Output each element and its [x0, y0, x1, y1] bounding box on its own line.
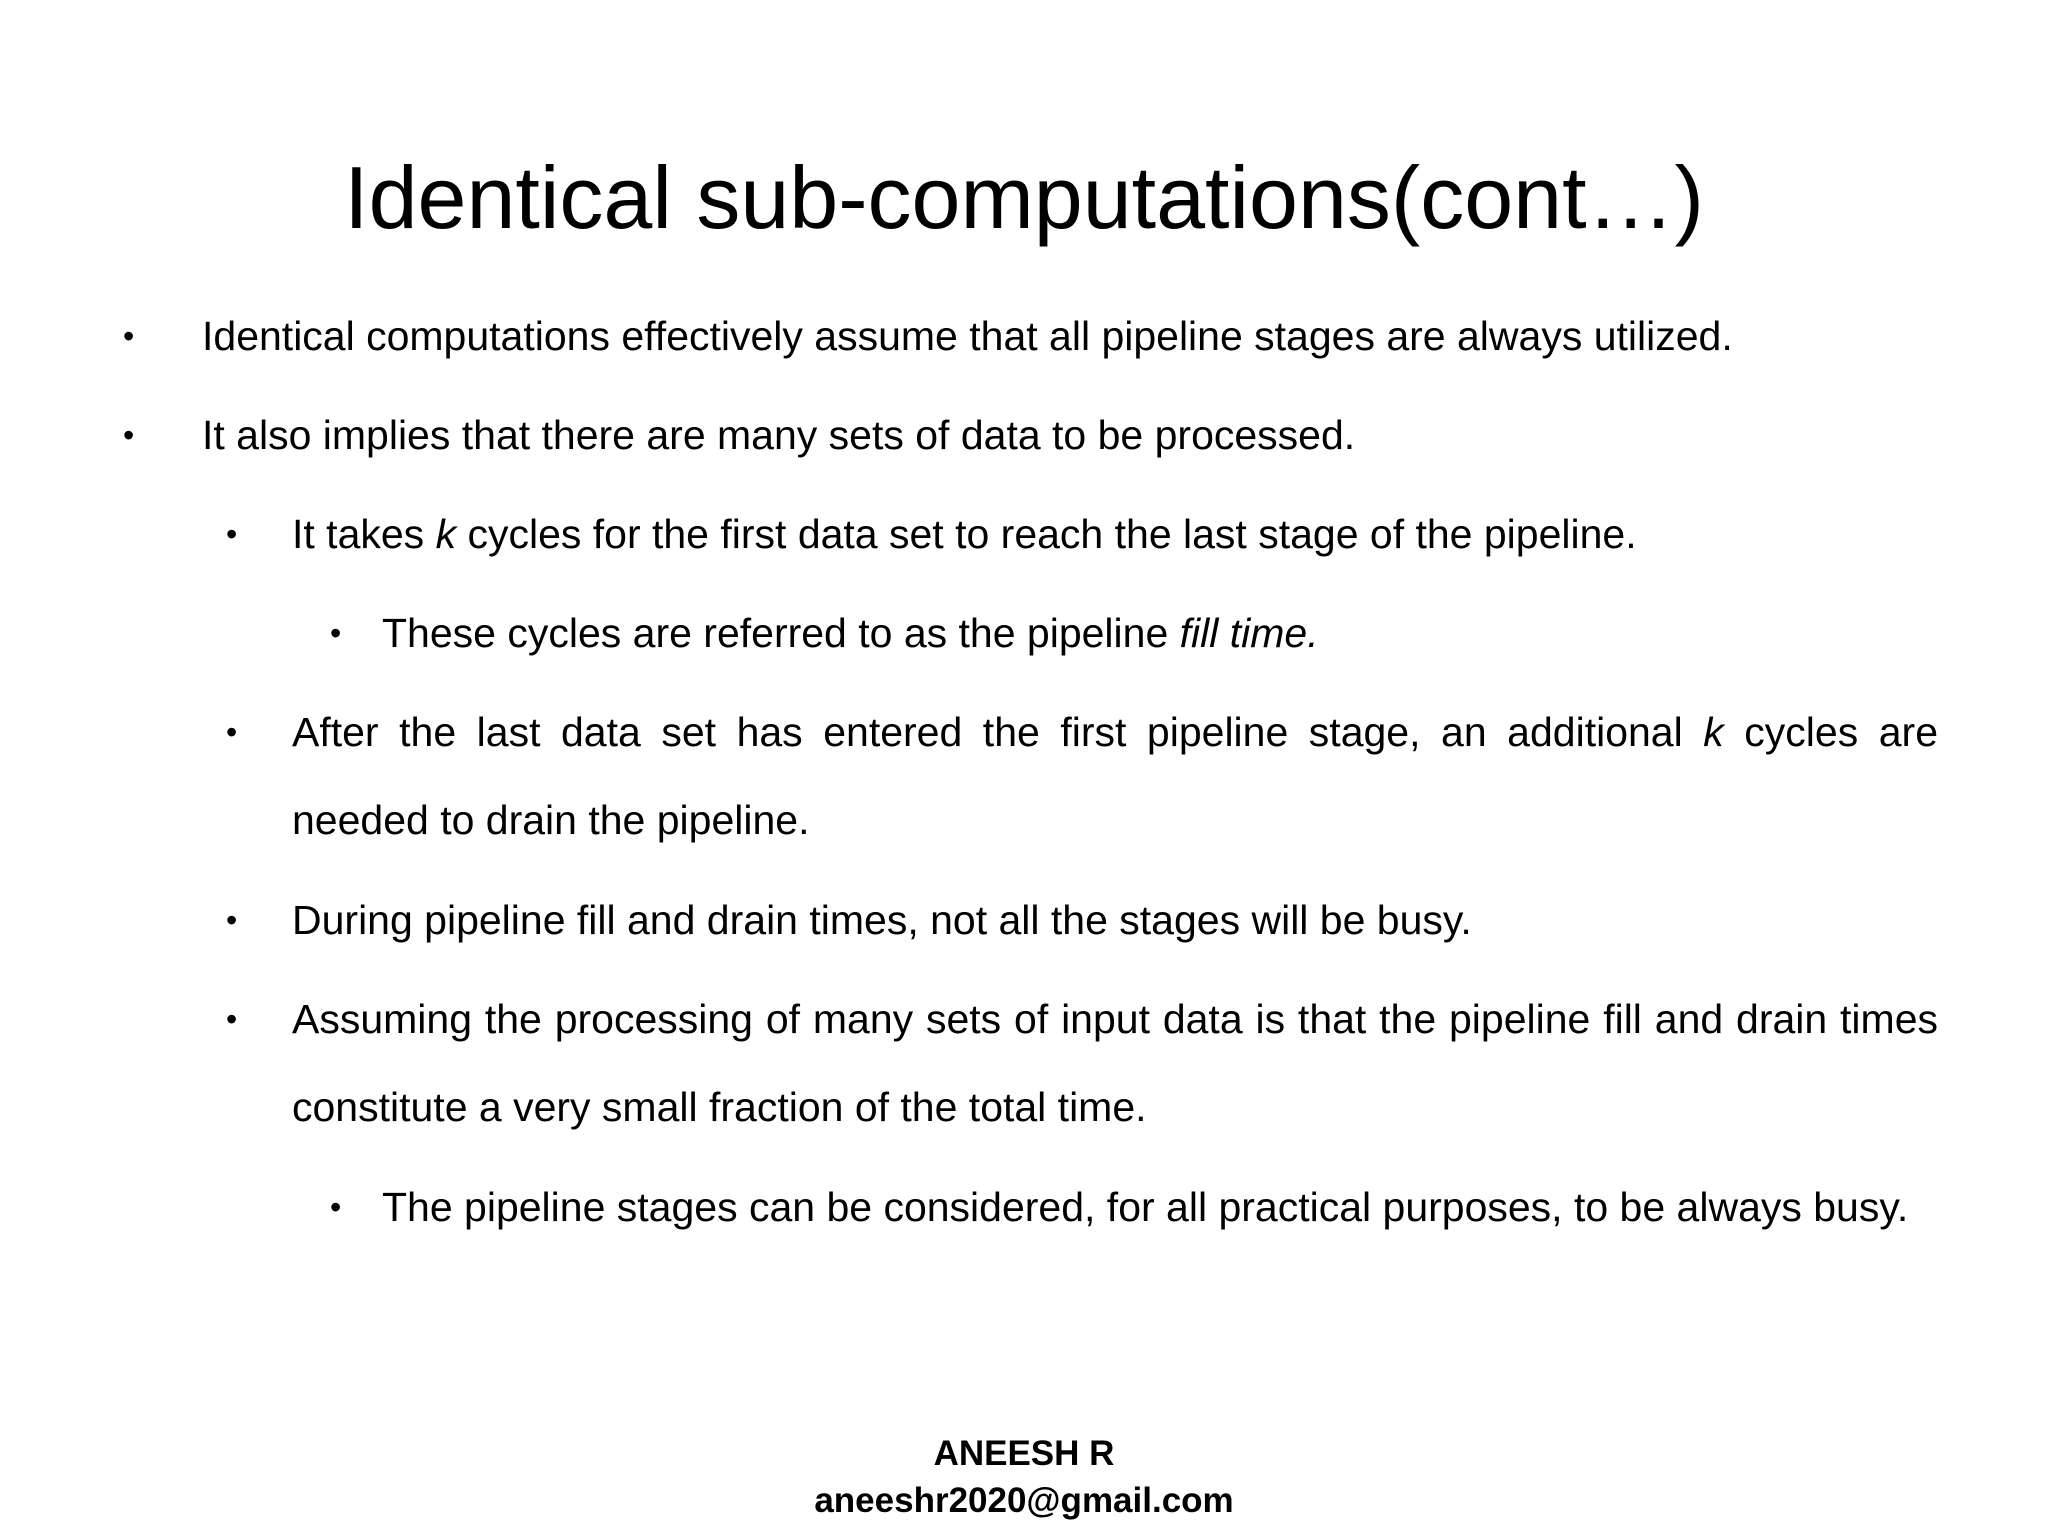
bullet-icon: • — [226, 1001, 238, 1037]
bullet-text: These cycles are referred to as the pipeline fill time. — [382, 610, 1319, 656]
slide-title: Identical sub-computations(cont…) — [344, 148, 1704, 247]
bullet-item — [330, 1163, 1938, 1251]
footer-author-email: aneeshr2020@gmail.com — [814, 1481, 1234, 1520]
bullet-text: Identical computations effectively assume that all pipeline stages are always utilized. — [202, 313, 1733, 359]
bullet-icon: • — [330, 1189, 342, 1225]
footer-author-name: ANEESH R — [933, 1434, 1115, 1473]
bullet-item — [226, 876, 1952, 964]
bullet-item — [123, 292, 1952, 380]
bullet-item — [330, 589, 1952, 677]
bullet-icon: • — [226, 516, 238, 552]
bullet-item — [226, 490, 1952, 578]
bullet-item — [226, 975, 1938, 1151]
bullet-text: The pipeline stages can be considered, for all practical purposes, to be always busy. — [382, 1184, 1909, 1230]
bullet-text: It also implies that there are many sets of data to be processed. — [202, 412, 1356, 458]
bullet-item — [226, 688, 1938, 864]
bullet-icon: • — [123, 417, 135, 453]
bullet-item — [123, 391, 1952, 479]
bullet-text: After the last data set has entered the first pipeline stage, an additional k cycles are needed to drain the pipeline. — [292, 709, 1938, 843]
bullet-text: Assuming the processing of many sets of input data is that the pipeline fill and drain times constitute a very small fraction of the total time. — [292, 996, 1938, 1130]
bullet-text: During pipeline fill and drain times, not all the stages will be busy. — [292, 897, 1472, 943]
bullet-icon: • — [226, 902, 238, 938]
bullet-icon: • — [226, 714, 238, 750]
bullet-icon: • — [330, 615, 342, 651]
bullet-text: It takes k cycles for the first data set to reach the last stage of the pipeline. — [292, 511, 1637, 557]
bullet-icon: • — [123, 318, 135, 354]
